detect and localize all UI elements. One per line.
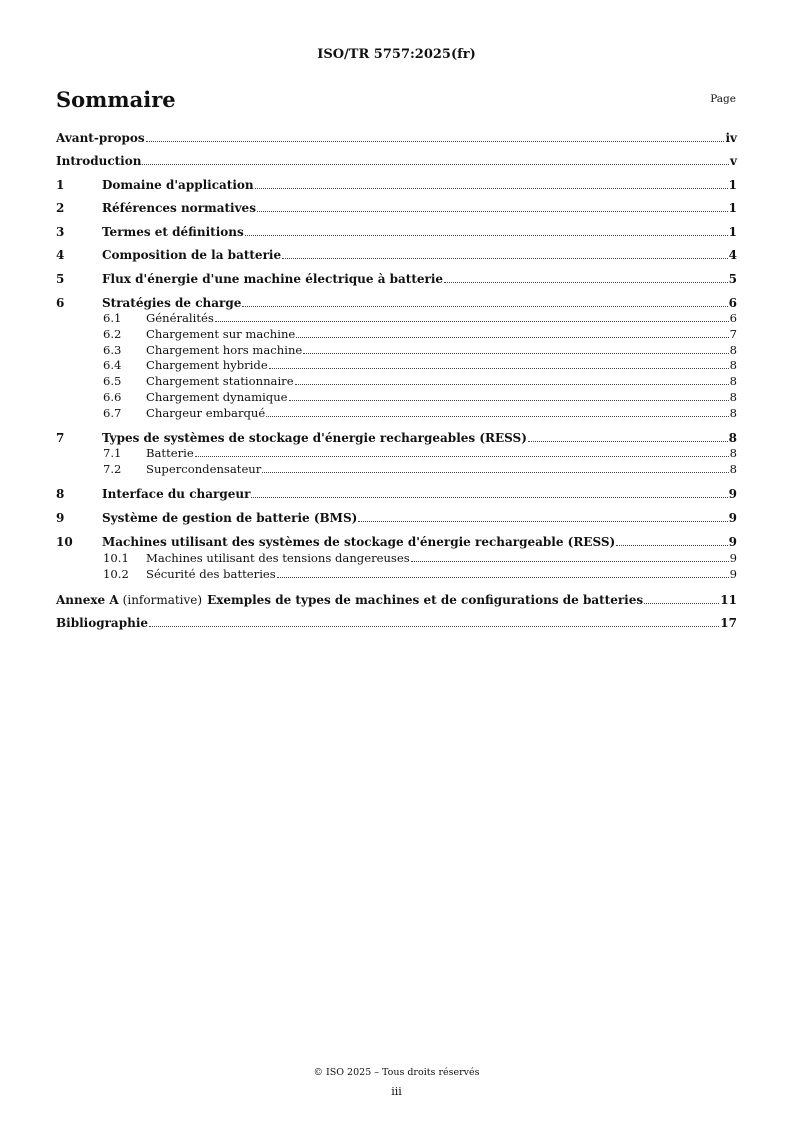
toc-entry-page: 1 [728, 178, 737, 192]
toc-entry-label: Généralités [146, 311, 214, 325]
toc-entry-label: Exemples de types de machines et de configurations de batteries [207, 593, 644, 607]
dot-leader [616, 545, 727, 546]
toc-entry-label: Chargement hybride [146, 358, 268, 372]
toc-entry-page: 9 [728, 487, 737, 501]
toc-subentry[interactable] [56, 444, 737, 460]
dot-leader [296, 337, 728, 338]
toc-entry-label: Bibliographie [56, 616, 149, 630]
toc-entry-number: 6.5 [103, 374, 122, 388]
toc-entry-page: 8 [729, 390, 737, 404]
toc-entry[interactable] [56, 485, 737, 501]
toc-subentry[interactable] [56, 388, 737, 404]
toc-entry-number: 4 [56, 248, 65, 262]
toc-entry-number: 7.1 [103, 446, 122, 460]
toc-entry-number: 10.2 [103, 567, 129, 581]
toc-entry-label: Supercondensateur [146, 462, 262, 476]
toc-entry-number: 10.1 [103, 551, 129, 565]
toc-entry[interactable] [56, 223, 737, 239]
toc-entry[interactable] [56, 176, 737, 192]
toc-entry-number: 6.2 [103, 327, 122, 341]
toc-subentry[interactable] [56, 404, 737, 420]
dot-leader [146, 141, 725, 142]
toc-entry-number: 10 [56, 535, 73, 549]
toc-entry-page: 1 [728, 201, 737, 215]
toc-entry-number: 7.2 [103, 462, 122, 476]
toc-entry-page: 9 [729, 551, 737, 565]
dot-leader [282, 258, 728, 259]
toc-entry[interactable] [56, 429, 737, 445]
toc-subentry[interactable] [56, 565, 737, 581]
toc-entry-number: 5 [56, 272, 65, 286]
toc-entry[interactable] [56, 533, 737, 549]
toc-entry[interactable] [56, 294, 737, 310]
toc-subentry[interactable] [56, 372, 737, 388]
dot-leader [142, 164, 729, 165]
document-header: ISO/TR 5757:2025(fr) [317, 47, 476, 62]
toc-entry-number: 6.7 [103, 406, 122, 420]
dot-leader [251, 497, 727, 498]
toc-subentry[interactable] [56, 460, 737, 476]
toc-entry-page: 8 [729, 406, 737, 420]
toc-entry-number: 6.6 [103, 390, 122, 404]
toc-entry-page: 1 [728, 225, 737, 239]
toc-entry-number: 6 [56, 296, 65, 310]
dot-leader [149, 626, 719, 627]
toc-entry-number: 6.3 [103, 343, 122, 357]
toc-entry-page: 11 [720, 593, 737, 607]
toc-entry-label: Machines utilisant des systèmes de stockage d'énergie rechargeable (RESS) [102, 535, 616, 549]
toc-entry-page: 4 [728, 248, 737, 262]
toc-entry-label: Stratégies de charge [102, 296, 242, 310]
toc-entry-label: Composition de la batterie [102, 248, 282, 262]
dot-leader [295, 384, 729, 385]
toc-entry-label: Introduction [56, 154, 142, 168]
dot-leader [255, 188, 728, 189]
toc-entry[interactable] [56, 199, 737, 215]
toc-entry-page: 5 [728, 272, 737, 286]
toc-entry-number: 9 [56, 511, 65, 525]
toc-entry-label: Avant-propos [56, 131, 145, 145]
page-column-label: Page [710, 93, 736, 105]
toc-entry-page: 8 [729, 446, 737, 460]
toc-entry[interactable] [56, 270, 737, 286]
toc-entry-page: iv [725, 131, 737, 145]
toc-entry-label: Domaine d'application [102, 178, 254, 192]
dot-leader [289, 400, 729, 401]
toc-entry-number: 6.4 [103, 358, 122, 372]
toc-entry-label: Types de systèmes de stockage d'énergie rechargeables (RESS) [102, 431, 527, 445]
dot-leader [358, 521, 727, 522]
dot-leader [644, 603, 719, 604]
dot-leader [245, 235, 728, 236]
toc-entry-page: 9 [728, 511, 737, 525]
page-number: iii [391, 1085, 402, 1098]
toc-entry[interactable] [56, 246, 737, 262]
toc-entry-number: 8 [56, 487, 65, 501]
toc-subentry[interactable] [56, 549, 737, 565]
toc-annex-entry[interactable] [56, 591, 737, 607]
toc-entry-page: 8 [728, 431, 737, 445]
dot-leader [269, 368, 729, 369]
dot-leader [195, 456, 729, 457]
toc-entry-page: 6 [729, 311, 737, 325]
toc-entry-label: Sécurité des batteries [146, 567, 276, 581]
dot-leader [266, 416, 728, 417]
dot-leader [411, 561, 729, 562]
toc-entry-label: Flux d'énergie d'une machine électrique à batterie [102, 272, 444, 286]
toc-entry-number: 3 [56, 225, 65, 239]
toc-entry-page: 17 [720, 616, 737, 630]
toc-entry[interactable] [56, 152, 737, 168]
toc-entry-page: 8 [729, 343, 737, 357]
toc-entry-label: Chargeur embarqué [146, 406, 266, 420]
toc-entry-label: Chargement dynamique [146, 390, 288, 404]
toc-entry-page: 9 [728, 535, 737, 549]
toc-subentry[interactable] [56, 325, 737, 341]
toc-entry-page: 8 [729, 374, 737, 388]
annex-prefix: Annexe A [56, 593, 119, 607]
toc-entry-number: 1 [56, 178, 65, 192]
toc-entry-number: 6.1 [103, 311, 122, 325]
copyright-notice: © ISO 2025 – Tous droits réservés [313, 1067, 480, 1078]
toc-entry-label: Chargement stationnaire [146, 374, 294, 388]
dot-leader [303, 353, 728, 354]
dot-leader [262, 472, 728, 473]
toc-entry-label: Chargement hors machine [146, 343, 303, 357]
toc-entry-page: 8 [729, 462, 737, 476]
dot-leader [444, 282, 728, 283]
dot-leader [277, 577, 729, 578]
toc-entry-page: v [730, 154, 737, 168]
toc-subentry[interactable] [56, 341, 737, 357]
dot-leader [257, 211, 728, 212]
dot-leader [528, 441, 728, 442]
toc-entry-label: Batterie [146, 446, 194, 460]
toc-entry[interactable] [56, 129, 737, 145]
toc-bibliography-entry[interactable] [56, 614, 737, 630]
toc-entry-label: Machines utilisant des tensions dangereuses [146, 551, 410, 565]
toc-entry-label: Références normatives [102, 201, 256, 215]
page-title: Sommaire [56, 87, 176, 112]
toc-entry-number: 2 [56, 201, 65, 215]
toc-entry-page: 7 [729, 327, 737, 341]
dot-leader [215, 321, 729, 322]
toc-subentry[interactable] [56, 356, 737, 372]
toc-entry-label: Termes et définitions [102, 225, 244, 239]
toc-entry-number: 7 [56, 431, 65, 445]
toc-entry-label: Système de gestion de batterie (BMS) [102, 511, 358, 525]
toc-entry[interactable] [56, 509, 737, 525]
dot-leader [242, 306, 727, 307]
toc-entry-label: Chargement sur machine [146, 327, 296, 341]
toc-entry-page: 6 [728, 296, 737, 310]
toc-entry-label: Interface du chargeur [102, 487, 251, 501]
toc-entry-page: 8 [729, 358, 737, 372]
toc-entry-page: 9 [729, 567, 737, 581]
toc-subentry[interactable] [56, 309, 737, 325]
annex-qualifier: (informative) [122, 593, 203, 607]
